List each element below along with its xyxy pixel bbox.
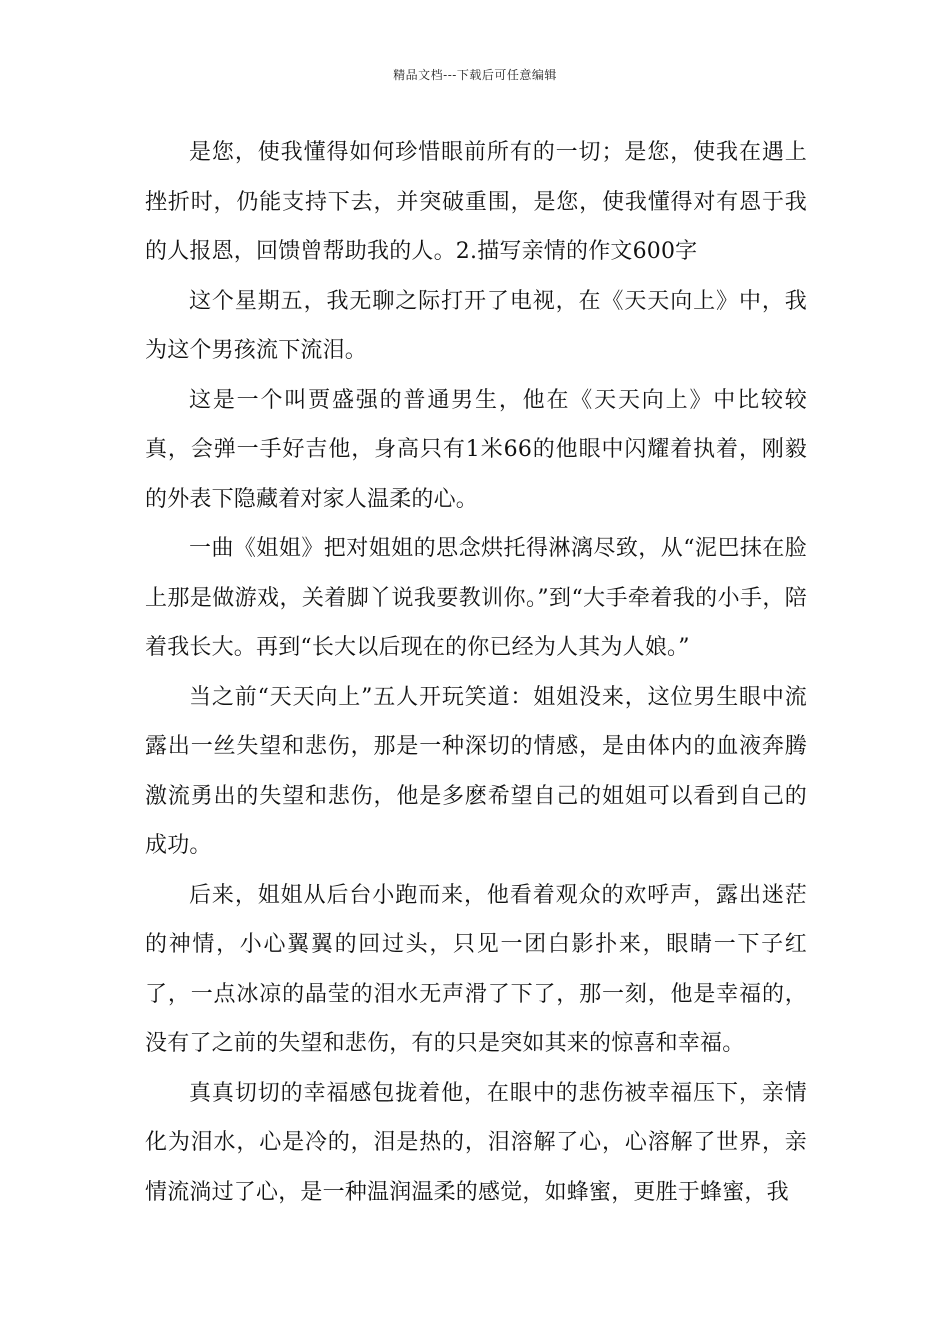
- page-header: 精品文档---下载后可任意编辑: [393, 68, 557, 82]
- paragraph-3: 这是一个叫贾盛强的普通男生，他在《天天向上》中比较较真，会弹一手好吉他，身高只有1米66的他眼中闪耀着执着，刚毅的外表下隐藏着对家人温柔的心。: [145, 387, 807, 512]
- paragraph-2: 这个星期五，我无聊之际打开了电视，在《天天向上》中，我为这个男孩流下流泪。: [145, 288, 807, 363]
- document-body: [145, 128, 807, 1217]
- paragraph-5: 当之前“天天向上”五人开玩笑道：姐姐没来，这位男生眼中流露出一丝失望和悲伤，那是一种深切的情感，是由体内的血液奔腾激流勇出的失望和悲伤，他是多麽希望自己的姐姐可以看到自己的成功。: [145, 684, 807, 858]
- paragraph-6: 后来，姐姐从后台小跑而来，他看着观众的欢呼声，露出迷茫的神情，小心翼翼的回过头，只见一团白影扑来，眼睛一下子红了，一点冰凉的晶莹的泪水无声滑了下了，那一刻，他是幸福的，没有了之前的失望和悲伤，有的只是突如其来的惊喜和幸福。: [145, 882, 807, 1056]
- paragraph-1: 是您，使我懂得如何珍惜眼前所有的一切；是您，使我在遇上挫折时，仍能支持下去，并突破重围，是您，使我懂得对有恩于我的人报恩，回馈曾帮助我的人。2.描写亲情的作文600字: [145, 140, 807, 264]
- paragraph-7: 真真切切的幸福感包拢着他，在眼中的悲伤被幸福压下，亲情化为泪水，心是冷的，泪是热的，泪溶解了心，心溶解了世界，亲情流淌过了心，是一种温润温柔的感觉，如蜂蜜，更胜于蜂蜜，我: [145, 1080, 807, 1205]
- paragraph-4: 一曲《姐姐》把对姐姐的思念烘托得淋漓尽致，从“泥巴抹在脸上那是做游戏，关着脚丫说我要教训你。”到“大手牵着我的小手，陪着我长大。再到“长大以后现在的你已经为人其为人娘。”: [145, 536, 807, 660]
